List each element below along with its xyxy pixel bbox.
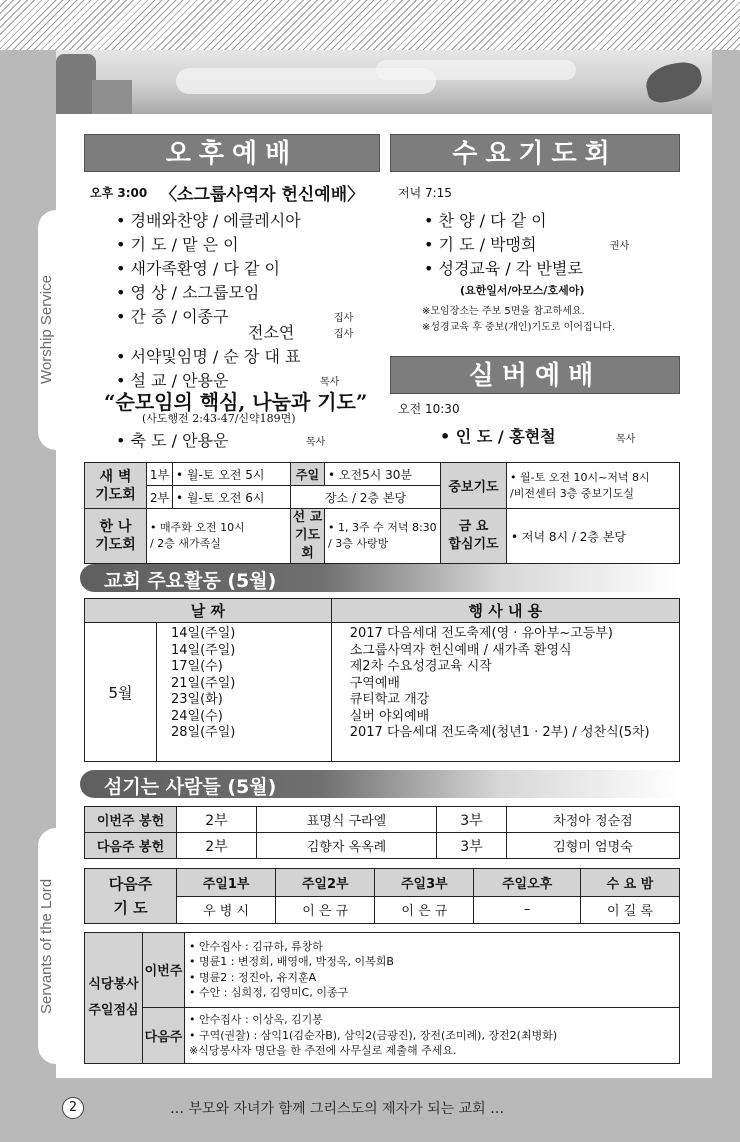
meal-line: • 명륜1 : 변정희, 배영애, 박정옥, 이복희B: [189, 955, 394, 969]
cloud-image: [376, 60, 576, 80]
meal-label-1: 식당봉사: [88, 977, 139, 992]
friday-desc: • 저녁 8시 / 2층 본당: [507, 509, 680, 564]
hana-desc: [147, 509, 291, 564]
servers-heading: 섬기는 사람들 (5월): [104, 776, 277, 798]
bible-classes: (요한일서/아모스/호세아): [460, 284, 585, 297]
sunday-desc: • 오전5시 30분: [325, 463, 441, 486]
next-prayer-head: 수 요 밤: [580, 869, 679, 897]
sermon-title: “순모임의 핵심, 나눔과 기도”: [104, 390, 368, 414]
next-prayer-head: 주일1부: [177, 869, 276, 897]
friday-label-2: 합심기도: [448, 537, 499, 552]
mission-desc: [325, 509, 441, 564]
next-prayer-head: 주일오후: [474, 869, 580, 897]
meal-label-2: 주일점심: [88, 1003, 139, 1018]
silver-time: 오전 10:30: [398, 402, 460, 416]
sermon-reference: (사도행전 2:43-47/신약189면): [142, 412, 296, 425]
building-image: [56, 54, 96, 114]
wednesday-note: ※모임장소는 주보 5면을 참고하세요.: [422, 306, 585, 317]
top-hatch: [0, 0, 740, 50]
events-cell: [331, 623, 679, 762]
next-prayer-table: [84, 868, 680, 924]
title-suffix: 목사: [320, 377, 340, 388]
friday-label: [441, 509, 507, 564]
offering-table: [84, 806, 680, 859]
event-item: 2017 다음세대 전도축제(영 · 유아부~고등부): [349, 626, 613, 641]
part2: 2부: [147, 486, 173, 509]
date-item: 28일(주일): [171, 725, 236, 740]
prayer-schedule-table: [84, 462, 680, 564]
intercession-desc: [507, 463, 680, 509]
worship-service-label: Worship Service: [38, 275, 55, 385]
date-item: 14일(주일): [171, 626, 236, 641]
part2-desc: • 월-토 오전 6시: [173, 486, 291, 509]
building-image-lower: [92, 80, 132, 114]
mission-label: [291, 509, 325, 564]
activities-table: [84, 598, 680, 762]
title-suffix: 권사: [610, 241, 630, 252]
meal-line: • 명륜2 : 정진아, 유지훈A: [189, 970, 317, 984]
wednesday-title: 수요기도회: [390, 134, 680, 172]
next-week-label: 다음주: [143, 1007, 185, 1063]
meal-note: ※식당봉사자 명단을 한 주전에 사무실로 제출해 주세요.: [189, 1044, 457, 1058]
this-week-cell: [185, 933, 680, 1008]
meal-service-table: [84, 932, 680, 1064]
intercession-desc-1: • 월-토 오전 10시~저녁 8시: [510, 470, 650, 484]
afternoon-time: 오후 3:00: [90, 186, 148, 200]
activities-heading-bar: [80, 564, 680, 592]
part1-desc: • 월-토 오전 5시: [173, 463, 291, 486]
intercession-label: 중보기도: [441, 463, 507, 509]
meal-line: • 안수집사 : 이상옥, 김기봉: [189, 1013, 323, 1027]
order-item: 전소연: [248, 323, 295, 342]
place: 장소 / 2층 본당: [291, 486, 441, 509]
next-prayer-head: 주일3부: [375, 869, 474, 897]
col-event: 행 사 내 용: [331, 599, 679, 623]
order-item: • 경배와찬양 / 에클레시아: [116, 211, 301, 230]
servers-heading-bar: [80, 770, 680, 798]
wednesday-item: • 기 도 / 박맹희: [424, 235, 537, 254]
wednesday-note: ※성경교육 후 중보(개인)기도로 이어집니다.: [422, 322, 616, 333]
event-item: 소그룹사역자 헌신예배 / 새가족 환영식: [349, 642, 572, 658]
afternoon-title: 오후예배: [84, 134, 380, 172]
dates-cell: [157, 623, 332, 762]
order-item: • 기 도 / 맡 은 이: [116, 235, 239, 254]
offering-label: 이번주 봉헌: [85, 807, 177, 833]
title-suffix: 집사: [334, 329, 354, 340]
hana-label-1: 한 나: [99, 519, 132, 535]
date-item: 17일(수): [171, 659, 223, 674]
next-prayer-name: 우 병 시: [177, 896, 276, 924]
order-item: • 간 증 / 이종구: [116, 307, 229, 326]
dawn-label-1: 새 벽: [99, 468, 132, 485]
silver-title: 실버예배: [390, 356, 680, 394]
event-item: 큐티학교 개강: [349, 692, 430, 707]
dawn-label-2: 기도회: [95, 486, 136, 503]
offering-names: 김향자 옥옥례: [257, 833, 437, 859]
next-prayer-name: –: [474, 896, 580, 924]
offering-part: 2부: [177, 807, 257, 833]
part1: 1부: [147, 463, 173, 486]
event-item: 2017 다음세대 전도축제(청년1 · 2부) / 성찬식(5차): [349, 725, 650, 740]
hana-label-2: 기도회: [95, 537, 136, 553]
next-prayer-name: 이 은 규: [375, 896, 474, 924]
header-banner: [56, 50, 712, 114]
next-prayer-head: 주일2부: [276, 869, 375, 897]
offering-part: 3부: [437, 833, 507, 859]
activities-heading: 교회 주요활동 (5월): [104, 570, 277, 592]
silver-leader: • 인 도 / 홍현철: [440, 427, 556, 446]
event-item: 실버 야외예배: [349, 708, 430, 724]
next-prayer-name: 이 길 록: [580, 896, 679, 924]
meal-line: • 구역(권찰) : 삼익1(김순자B), 삼익2(금광진), 장전(조미례), 장전2(최병화): [189, 1028, 558, 1042]
friday-label-1: 금 요: [458, 519, 489, 534]
mission-desc-2: / 3층 사랑방: [328, 537, 389, 550]
next-week-cell: [185, 1007, 680, 1063]
wednesday-item: • 찬 양 / 다 같 이: [424, 211, 547, 230]
order-item: • 새가족환영 / 다 같 이: [116, 259, 280, 278]
hana-label: [85, 509, 147, 564]
dawn-label: [85, 463, 147, 509]
heart-icon: [643, 59, 705, 106]
event-item: 구역예배: [349, 675, 400, 691]
date-item: 23일(화): [171, 692, 223, 707]
offering-names: 차정아 정순점: [507, 807, 680, 833]
sunday-label: 주일: [291, 463, 325, 486]
offering-names: 김형미 엄명숙: [507, 833, 680, 859]
col-date: 날 짜: [85, 599, 332, 623]
order-item: • 영 상 / 소그룹모임: [116, 283, 260, 302]
title-suffix: 집사: [334, 313, 354, 324]
offering-label: 다음주 봉헌: [85, 833, 177, 859]
this-week-label: 이번주: [143, 933, 185, 1008]
mission-label-2: 기도회: [294, 528, 321, 561]
date-item: 21일(주일): [171, 675, 236, 691]
hana-desc-2: / 2층 새가족실: [150, 537, 221, 550]
footer-motto: … 부모와 자녀가 함께 그리스도의 제자가 되는 교회 …: [170, 1101, 505, 1117]
meal-line: • 안수집사 : 김규하, 류창하: [189, 939, 323, 953]
date-item: 14일(주일): [171, 642, 236, 658]
next-prayer-name: 이 은 규: [276, 896, 375, 924]
mission-desc-1: • 1, 3주 수 저녁 8:30: [328, 521, 437, 534]
hana-desc-1: • 매주화 오전 10시: [150, 521, 245, 534]
next-prayer-label: [85, 869, 177, 924]
offering-part: 3부: [437, 807, 507, 833]
next-prayer-label-1: 다음주: [108, 875, 153, 893]
order-item: • 설 교 / 안용운: [116, 371, 229, 390]
wednesday-item: • 성경교육 / 각 반별로: [424, 259, 583, 278]
intercession-desc-2: /비전센터 3층 중보기도실: [510, 486, 634, 500]
meal-label: [85, 933, 143, 1064]
servants-label: Servants of the Lord: [38, 878, 55, 1014]
title-suffix: 목사: [616, 434, 636, 445]
mission-label-1: 선 교: [292, 510, 323, 525]
title-suffix: 목사: [306, 437, 326, 448]
offering-names: 표명식 구라엘: [257, 807, 437, 833]
page-number: 2: [62, 1097, 84, 1119]
meal-line: • 수안 : 심희정, 김영미C, 이종구: [189, 986, 349, 1000]
wednesday-time: 저녁 7:15: [398, 186, 452, 200]
event-item: 제2차 수요성경교육 시작: [349, 659, 492, 674]
offering-part: 2부: [177, 833, 257, 859]
order-item: • 서약및임명 / 순 장 대 표: [116, 347, 301, 366]
month-cell: 5월: [85, 623, 157, 762]
date-item: 24일(수): [171, 708, 223, 724]
afternoon-subtitle: 〈소그룹사역자 헌신예배〉: [160, 185, 365, 205]
next-prayer-label-2: 기 도: [113, 899, 148, 917]
benediction: • 축 도 / 안용운: [116, 431, 229, 450]
